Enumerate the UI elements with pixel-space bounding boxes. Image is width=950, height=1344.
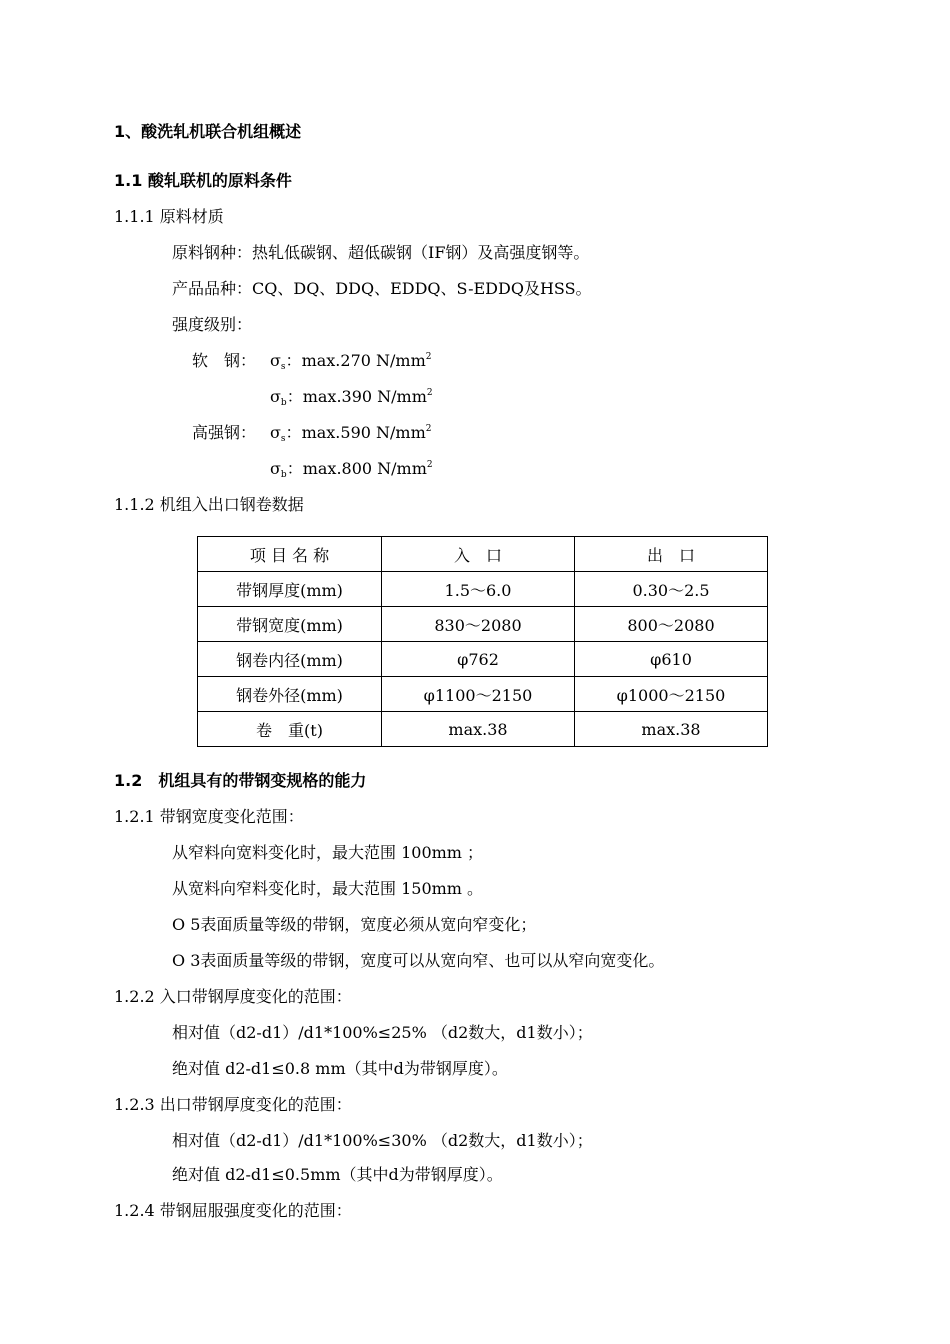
sigma-symbol: σ bbox=[270, 459, 281, 478]
section-heading-1-1: 1.1 酸轧联机的原料条件 bbox=[114, 171, 292, 190]
table-cell: 钢卷内径(mm) bbox=[198, 642, 382, 677]
colon: ： bbox=[285, 351, 302, 370]
soft-sigma-s-line bbox=[270, 351, 431, 374]
high-sigma-b-line bbox=[270, 459, 433, 482]
strength-label: 强度级别： bbox=[172, 315, 253, 334]
unit: N/mm bbox=[377, 459, 427, 478]
unit: N/mm bbox=[376, 351, 426, 370]
table-row bbox=[198, 607, 768, 642]
table-cell: 带钢厚度(mm) bbox=[198, 572, 382, 607]
high-b-value: max.800 bbox=[302, 459, 373, 478]
product-types-line: 产品品种：CQ、DQ、DDQ、EDDQ、S-EDDQ及HSS。 bbox=[172, 279, 592, 298]
width-change-line-1: 从窄料向宽料变化时，最大范围 100mm ； bbox=[172, 843, 484, 862]
sigma-symbol: σ bbox=[270, 387, 281, 406]
table-cell: 钢卷外径(mm) bbox=[198, 677, 382, 712]
high-s-value: max.590 bbox=[301, 423, 371, 442]
table-cell: max.38 bbox=[575, 712, 768, 747]
unit-superscript: 2 bbox=[426, 388, 433, 398]
unit-superscript: 2 bbox=[426, 460, 433, 470]
width-change-line-4: O 3表面质量等级的带钢，宽度可以从宽向窄、也可以从窄向宽变化。 bbox=[172, 951, 665, 970]
sigma-subscript-b: b bbox=[280, 398, 287, 408]
material-types-line: 原料钢种：热轧低碳钢、超低碳钢（IF钢）及高强度钢等。 bbox=[172, 243, 590, 262]
unit-superscript: 2 bbox=[425, 424, 432, 434]
width-change-line-3: O 5表面质量等级的带钢，宽度必须从宽向窄变化； bbox=[172, 915, 537, 934]
table-cell: 卷 重(t) bbox=[198, 712, 382, 747]
table-row bbox=[198, 712, 768, 747]
table-header-row bbox=[198, 537, 768, 572]
subsection-1-2-1: 1.2.1 带钢宽度变化范围： bbox=[114, 807, 304, 826]
table-cell: φ762 bbox=[382, 642, 575, 677]
table-header-cell: 出 口 bbox=[575, 537, 768, 572]
subsection-1-2-2: 1.2.2 入口带钢厚度变化的范围： bbox=[114, 987, 352, 1006]
soft-steel-label: 软 钢： bbox=[192, 351, 257, 370]
sigma-subscript-s: s bbox=[280, 434, 286, 444]
soft-b-value: max.390 bbox=[302, 387, 373, 406]
sigma-subscript-s: s bbox=[280, 362, 286, 372]
colon: ： bbox=[285, 423, 302, 442]
entry-absolute-line: 绝对值 d2-d1≤0.8 mm（其中d为带钢厚度）。 bbox=[172, 1059, 508, 1078]
width-change-line-2: 从宽料向窄料变化时，最大范围 150mm 。 bbox=[172, 879, 484, 898]
table-cell: φ1000～2150 bbox=[575, 677, 768, 712]
table-cell: 800～2080 bbox=[575, 607, 768, 642]
table-cell: 带钢宽度(mm) bbox=[198, 607, 382, 642]
unit: N/mm bbox=[377, 387, 427, 406]
soft-sigma-b-line bbox=[270, 387, 433, 410]
sigma-symbol: σ bbox=[270, 423, 281, 442]
sigma-symbol: σ bbox=[270, 351, 281, 370]
subsection-1-2-4: 1.2.4 带钢屈服强度变化的范围： bbox=[114, 1201, 352, 1220]
subsection-1-2-3: 1.2.3 出口带钢厚度变化的范围： bbox=[114, 1095, 352, 1114]
soft-s-value: max.270 bbox=[301, 351, 371, 370]
table-cell: φ610 bbox=[575, 642, 768, 677]
colon: ： bbox=[286, 387, 303, 406]
subsection-1-1-2: 1.1.2 机组入出口钢卷数据 bbox=[114, 495, 304, 514]
table-cell: 1.5～6.0 bbox=[382, 572, 575, 607]
exit-absolute-line: 绝对值 d2-d1≤0.5mm（其中d为带钢厚度）。 bbox=[172, 1165, 503, 1184]
unit-superscript: 2 bbox=[425, 352, 432, 362]
unit: N/mm bbox=[376, 423, 426, 442]
table-cell: max.38 bbox=[382, 712, 575, 747]
table-cell: φ1100～2150 bbox=[382, 677, 575, 712]
table-row bbox=[198, 642, 768, 677]
table-header-cell: 入 口 bbox=[382, 537, 575, 572]
subsection-1-1-1: 1.1.1 原料材质 bbox=[114, 207, 224, 226]
section-heading-1-2: 1.2 机组具有的带钢变规格的能力 bbox=[114, 771, 367, 790]
section-heading-1: 1、酸洗轧机联合机组概述 bbox=[114, 122, 302, 141]
colon: ： bbox=[286, 459, 303, 478]
table-cell: 830～2080 bbox=[382, 607, 575, 642]
exit-relative-line: 相对值（d2-d1）/d1*100%≤30% （d2数大，d1数小）； bbox=[172, 1131, 593, 1150]
high-steel-label: 高强钢： bbox=[192, 423, 257, 442]
high-sigma-s-line bbox=[270, 423, 431, 446]
sigma-subscript-b: b bbox=[280, 470, 287, 480]
entry-relative-line: 相对值（d2-d1）/d1*100%≤25% （d2数大，d1数小）； bbox=[172, 1023, 593, 1042]
table-cell: 0.30～2.5 bbox=[575, 572, 768, 607]
coil-data-table bbox=[197, 536, 768, 747]
table-row bbox=[198, 677, 768, 712]
table-row bbox=[198, 572, 768, 607]
table-header-cell: 项 目 名 称 bbox=[198, 537, 382, 572]
